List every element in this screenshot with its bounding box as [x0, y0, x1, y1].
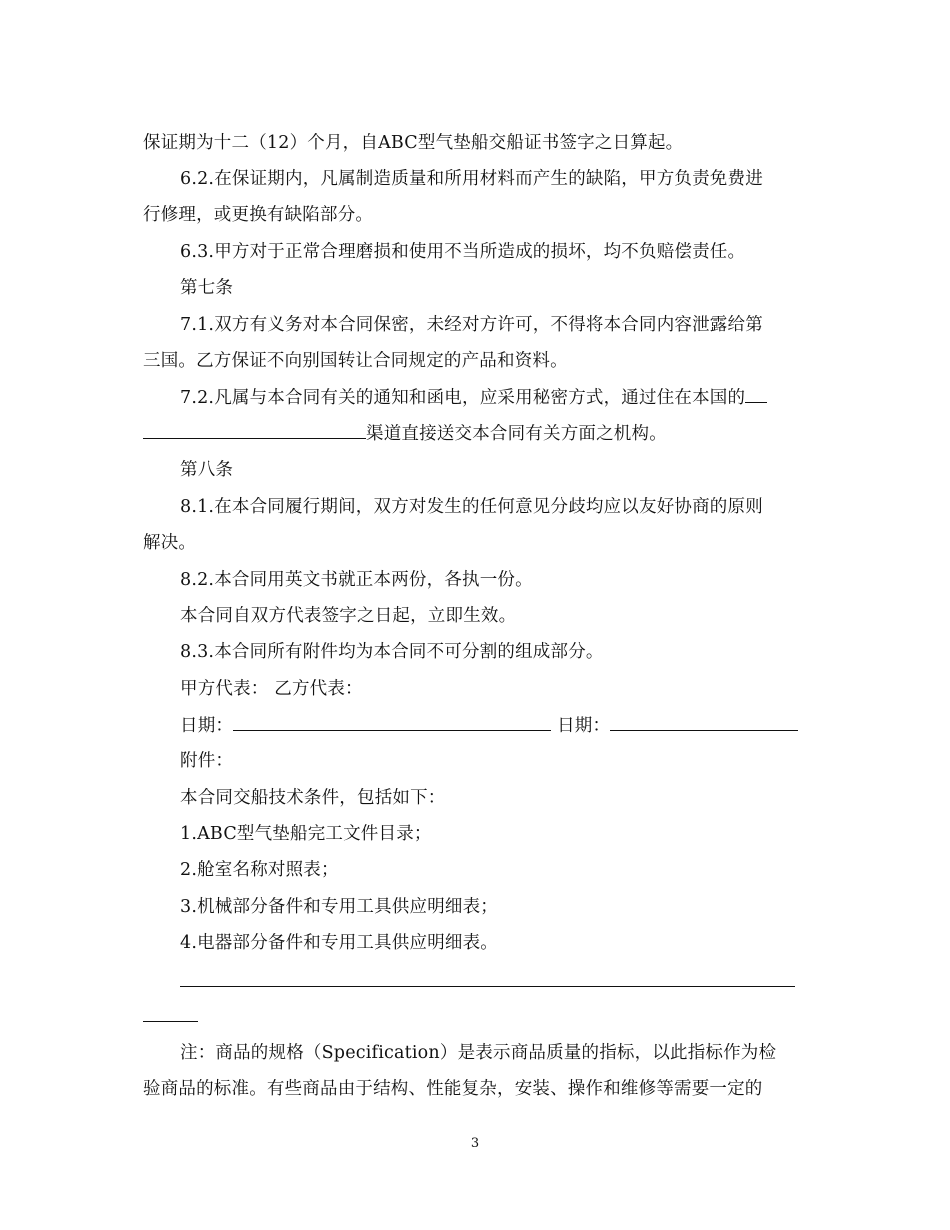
separator-rule-tail	[143, 1021, 198, 1022]
date-field-party-a	[233, 713, 551, 731]
article-seven-heading: 第七条	[180, 278, 234, 298]
separator-rule	[180, 986, 795, 987]
clause-8-2: 8.2.本合同用英文书就正本两份，各执一份。	[180, 570, 533, 590]
clause-6-2: 6.2.在保证期内，凡属制造质量和所用材料而产生的缺陷，甲方负责免费进	[180, 169, 763, 189]
attachment-item-2: 2.舱室名称对照表；	[180, 860, 339, 880]
clause-8-3: 8.3.本合同所有附件均为本合同不可分割的组成部分。	[180, 642, 604, 662]
note-paragraph-continued: 验商品的标准。有些商品由于结构、性能复杂，安装、操作和维修等需要一定的	[143, 1079, 763, 1099]
note-paragraph: 注：商品的规格（Specification）是表示商品质量的指标，以此指标作为检	[180, 1043, 777, 1063]
attachment-item-4: 4.电器部分备件和专用工具供应明细表。	[180, 933, 498, 953]
attachment-item-3: 3.机械部分备件和专用工具供应明细表；	[180, 897, 498, 917]
blank-underline	[143, 421, 366, 439]
attachments-intro: 本合同交船技术条件，包括如下：	[180, 788, 446, 808]
date-field-party-b	[610, 713, 798, 731]
effective-clause: 本合同自双方代表签字之日起，立即生效。	[180, 606, 517, 626]
clause-7-2	[180, 385, 803, 410]
date-label-party-b: 日期：	[557, 716, 611, 736]
article-eight-heading: 第八条	[180, 460, 234, 480]
date-label-party-a: 日期：	[180, 716, 234, 736]
representatives-line: 甲方代表： 乙方代表：	[180, 679, 363, 699]
clause-8-1: 8.1.在本合同履行期间，双方对发生的任何意见分歧均应以友好协商的原则	[180, 497, 763, 517]
clause-7-1-continued: 三国。乙方保证不向别国转让合同规定的产品和资料。	[143, 351, 568, 371]
paragraph-warranty-period: 保证期为十二（12）个月，自ABC型气垫船交船证书签字之日算起。	[143, 133, 684, 153]
clause-8-1-continued: 解决。	[143, 533, 197, 553]
clause-7-2-text: 7.2.凡属与本合同有关的通知和函电，应采用秘密方式，通过住在本国的	[180, 388, 746, 408]
date-line	[180, 713, 803, 738]
page-number: 3	[470, 1136, 480, 1151]
attachment-item-1: 1.ABC型气垫船完工文件目录；	[180, 824, 432, 844]
clause-7-2-continued	[143, 421, 803, 446]
clause-6-2-continued: 行修理，或更换有缺陷部分。	[143, 205, 374, 225]
attachments-heading: 附件：	[180, 751, 234, 771]
clause-7-1: 7.1.双方有义务对本合同保密，未经对方许可，不得将本合同内容泄露给第	[180, 315, 763, 335]
clause-6-3: 6.3.甲方对于正常合理磨损和使用不当所造成的损坏，均不负赔偿责任。	[180, 242, 746, 262]
blank-underline	[745, 385, 767, 403]
clause-7-2-continued-text: 渠道直接送交本合同有关方面之机构。	[366, 424, 667, 444]
